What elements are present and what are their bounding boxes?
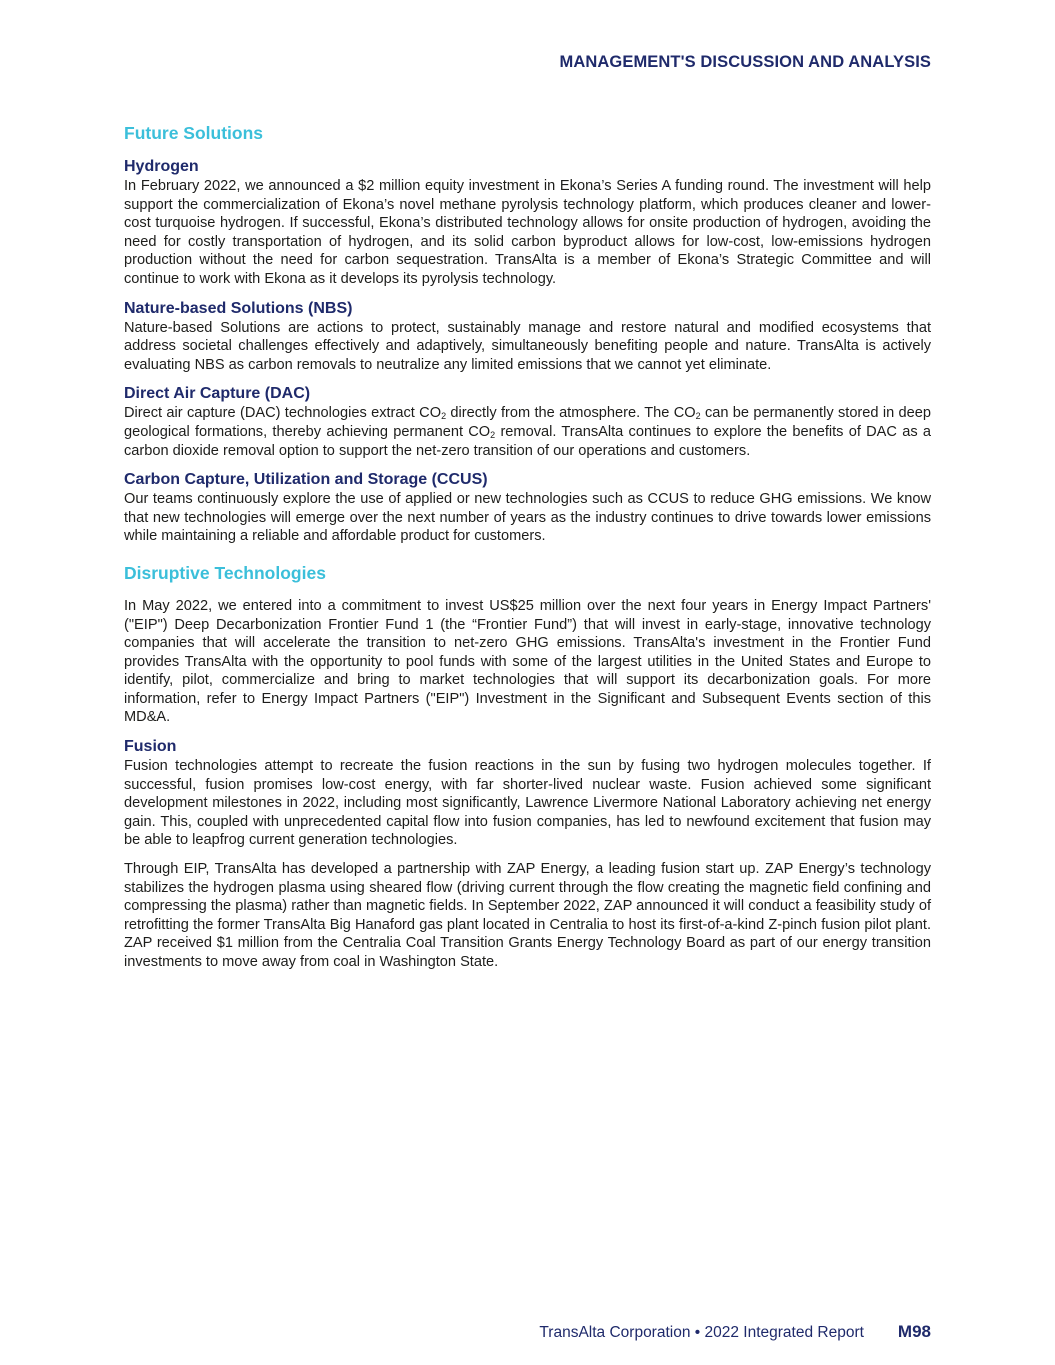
subheading-ccus: Carbon Capture, Utilization and Storage (CCUS) — [124, 471, 488, 489]
fusion-block — [124, 737, 931, 972]
dac-text-3: can be permanently stored in deep geological formations, thereby achieving permanent CO — [124, 405, 931, 440]
dac-text-1: Direct air capture (DAC) technologies extract CO — [124, 405, 442, 422]
page-number: M98 — [897, 1322, 931, 1341]
ccus-paragraph: Our teams continuously explore the use of applied or new technologies such as CCUS to reduce GHG emissions. We know that new technologies will emerge over the next number of years as the industry continues to drive towards lower emissions while maintaining a reliable and affordable product for customers. — [124, 491, 931, 545]
nbs-block — [124, 299, 931, 375]
page-footer — [539, 1322, 931, 1342]
ccus-block — [124, 470, 931, 546]
section-title-future-solutions: Future Solutions — [124, 123, 264, 143]
nbs-paragraph: Nature-based Solutions are actions to protect, sustainably manage and restore natural and modified ecosystems that address societal challenges effectively and adaptively, simultaneously benefiting people and nature. TransAlta is actively evaluating NBS as carbon removals to neutralize any limited emissions that we cannot yet eliminate. — [124, 319, 931, 373]
disruptive-block — [124, 597, 931, 727]
dac-text-2: directly from the atmosphere. The CO — [446, 405, 696, 422]
subheading-dac: Direct Air Capture (DAC) — [124, 385, 311, 403]
co2-subscript: 2 — [441, 411, 447, 422]
dac-paragraph — [124, 404, 931, 460]
dac-text-4: removal. TransAlta continues to explore the benefits of DAC as a carbon dioxide removal option to support the net-zero transition of our operations and customers. — [124, 423, 931, 459]
subheading-fusion: Fusion — [124, 738, 177, 756]
main-content — [124, 122, 931, 982]
subheading-nbs: Nature-based Solutions (NBS) — [124, 299, 353, 317]
dac-block — [124, 384, 931, 460]
page-header: MANAGEMENT'S DISCUSSION AND ANALYSIS — [559, 53, 931, 71]
fusion-paragraph-1: Fusion technologies attempt to recreate the fusion reactions in the sun by fusing two hydrogen molecules together. If successful, fusion promises low-cost energy, with far shorter-lived nuclear waste. Fusion achieved some significant development milestones in 2022, including most significantly, Lawrence Livermore National Laboratory achieving net energy gain. This, coupled with unprecedented capital flow into fusion companies, has led to newfound excitement that fusion may be able to leapfrog current generation technologies. — [124, 758, 931, 849]
subheading-hydrogen: Hydrogen — [124, 158, 199, 175]
fusion-paragraph-2: Through EIP, TransAlta has developed a partnership with ZAP Energy, a leading fusion start up. ZAP Energy’s technology stabilizes the hydrogen plasma using sheared flow (driving current through the flow creating the magnetic field confining and compressing the plasma) rather than magnetic fields. In September 2022, ZAP announced it will conduct a feasibility study of retrofitting the former TransAlta Big Hanaford gas plant located in Centralia to host its first-of-a-kind Z-pinch fusion pilot plant. ZAP received $1 million from the Centralia Coal Transition Grants Energy Technology Board as part of our energy transition investments to move away from coal in Washington State. — [124, 861, 931, 970]
disruptive-paragraph: In May 2022, we entered into a commitment to invest US$25 million over the next four years in Energy Impact Partners' ("EIP") Deep Decarbonization Frontier Fund 1 (the “Frontier Fund”) that will invest in early-stage, innovative technology companies that will accelerate the transition to net-zero GHG emissions. TransAlta's investment in the Frontier Fund provides TransAlta with the opportunity to pool funds with some of the largest utilities in the United States and Europe to identify, pilot, commercialize and bring to market technologies that will support its decarbonization goals. For more information, refer to Energy Impact Partners ("EIP") Investment in the Significant and Subsequent Events section of this MD&A. — [124, 597, 931, 726]
hydrogen-block — [124, 157, 931, 289]
hydrogen-paragraph: In February 2022, we announced a $2 million equity investment in Ekona’s Series A funding round. The investment will help support the commercialization of Ekona’s novel methane pyrolysis technology platform, which produces cleaner and lower-cost turquoise hydrogen. If successful, Ekona’s distributed technology allows for onsite production of hydrogen, avoiding the need for costly transportation of hydrogen, and its solid carbon byproduct allows for low-cost, low-emissions hydrogen production without the need for carbon sequestration. TransAlta is a member of Ekona’s Strategic Committee and will continue to work with Ekona as it develops its pyrolysis technology. — [124, 178, 931, 287]
section-title-disruptive-technologies: Disruptive Technologies — [124, 562, 326, 583]
footer-report-title: TransAlta Corporation • 2022 Integrated Report — [539, 1324, 864, 1341]
co2-subscript: 2 — [695, 411, 701, 422]
co2-subscript: 2 — [490, 429, 496, 440]
